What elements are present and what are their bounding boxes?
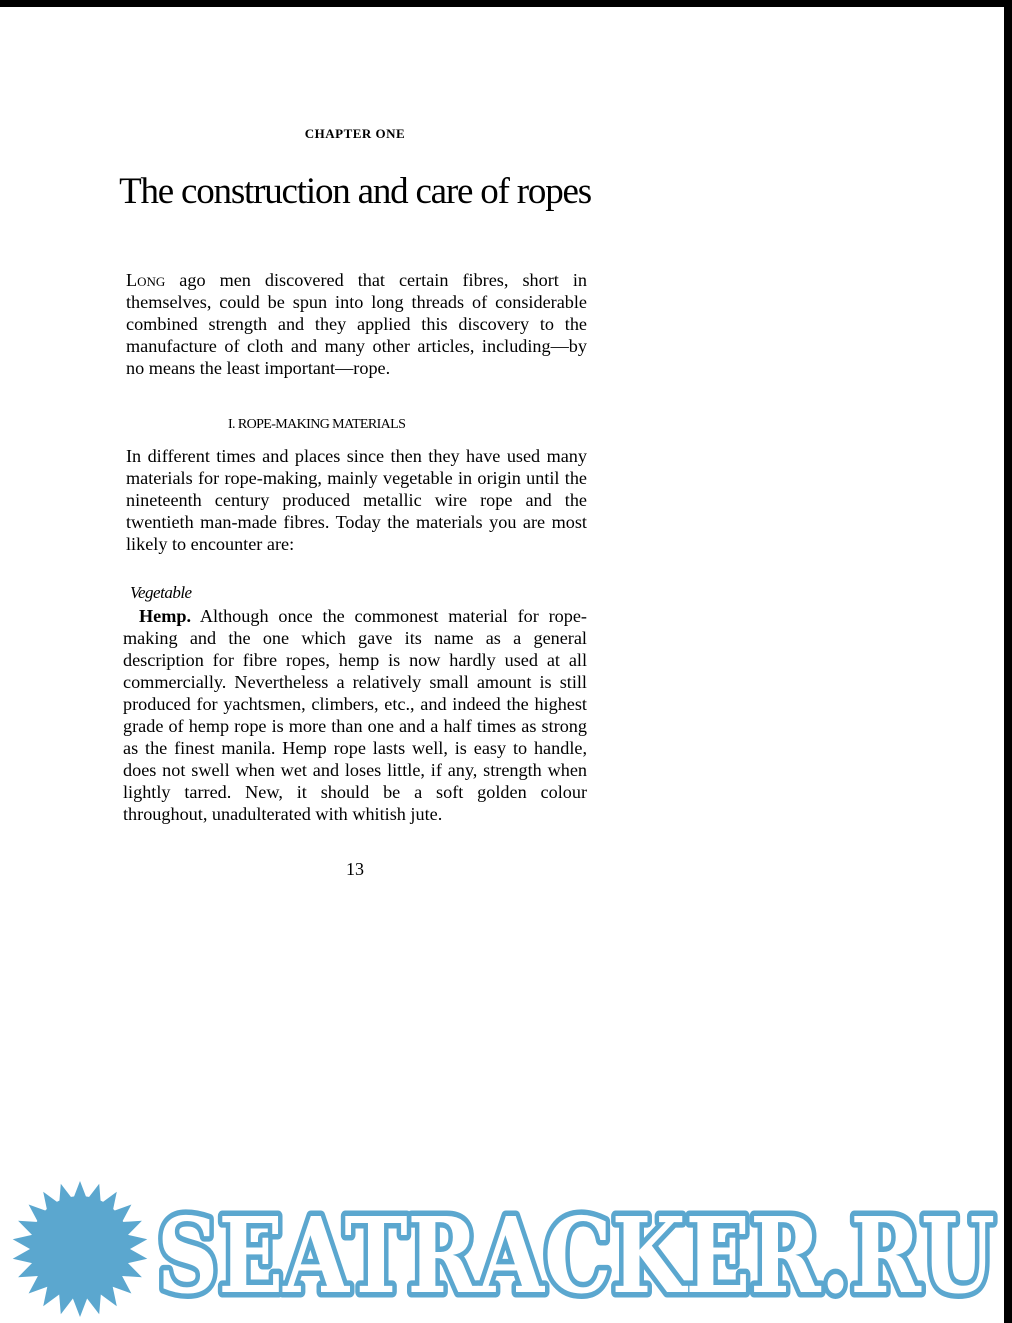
intro-lead-word: Long (126, 270, 166, 290)
section-heading: I. ROPE-MAKING MATERIALS (228, 417, 406, 432)
hemp-text: Although once the commonest material for rope-making and the one which gave its name as a general description for fibre ropes, hemp is now hardly used at all commercially. Nevertheless a relatively small amount is still produced for yachtsmen, climbers, etc., and indeed the highest grade of hemp rope is more than one and a half times as strong as the finest manila. Hemp rope lasts well, is easy to handle, does not swell when wet and loses little, if any, strength when lightly tarred. New, it should be a soft golden colour throughout, unadulterated with whitish jute. (123, 606, 587, 824)
chapter-label: CHAPTER ONE (304, 126, 406, 141)
sun-icon (13, 1181, 148, 1317)
hemp-paragraph (123, 605, 587, 825)
watermark-text: SEATRACKER.RU (157, 1194, 995, 1317)
chapter-title: The construction and care of ropes (119, 171, 591, 212)
document-page (0, 7, 1004, 1323)
vegetable-subheading: Vegetable (130, 583, 192, 602)
watermark (0, 1177, 1004, 1323)
intro-text: ago men discovered that certain fibres, short in themselves, could be spun into long threads of considerable combined strength and they applied this discovery to the manufacture of cloth and many other articles, including—by no means the least important—rope. (126, 270, 587, 378)
materials-paragraph: In different times and places since then they have used many materials for rope-making, mainly vegetable in origin until the nineteenth century produced metallic wire rope and the twentieth man-made fibres. Today the materials you are most likely to encounter are: (126, 446, 587, 554)
intro-paragraph (126, 269, 587, 379)
page-number: 13 (346, 859, 364, 879)
hemp-term: Hemp. (139, 606, 192, 626)
